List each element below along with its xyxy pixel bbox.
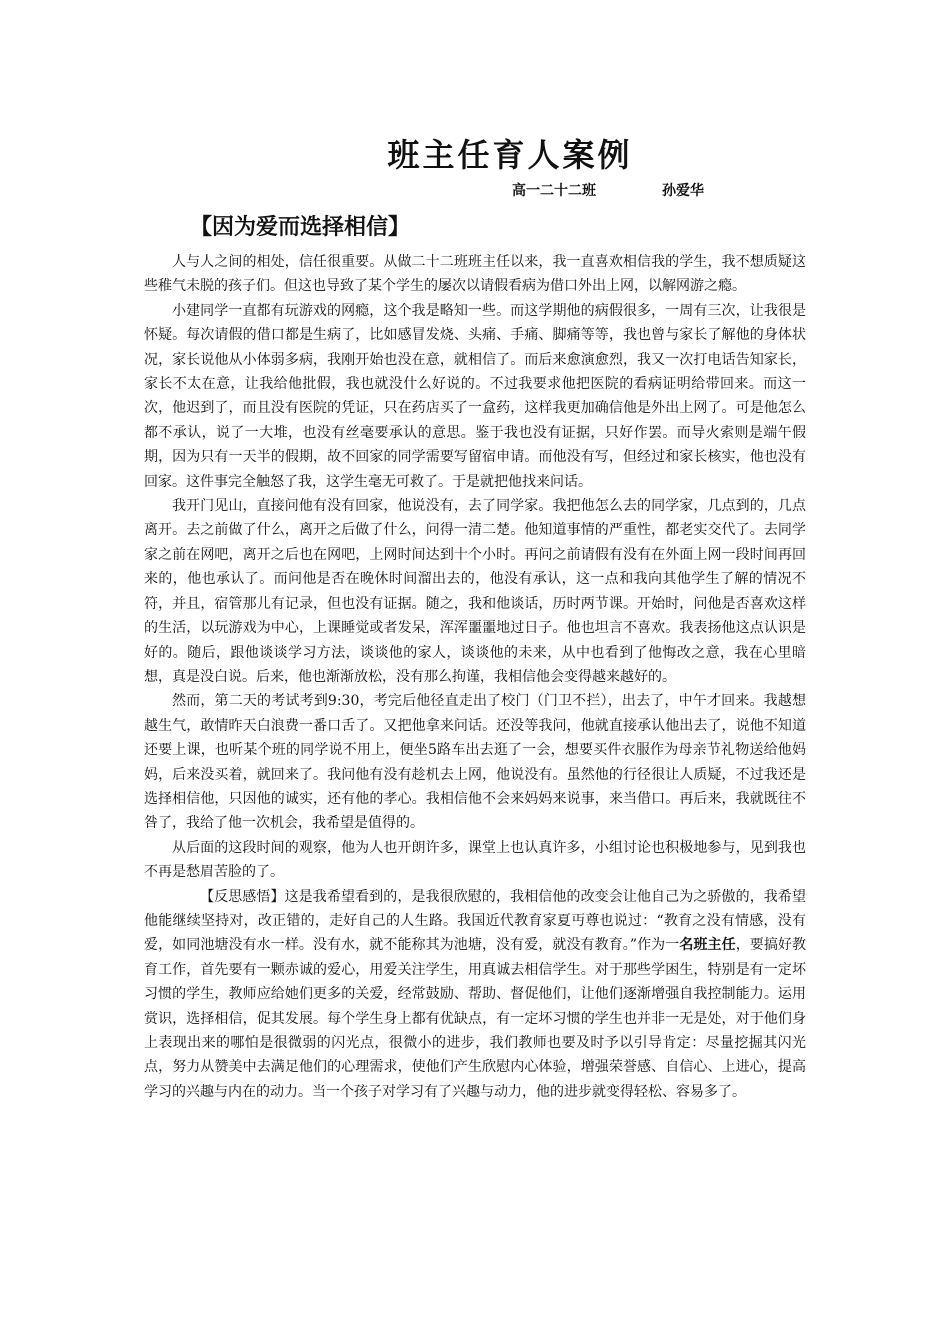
- paragraph: 然而，第二天的考试考到9:30，考完后他径直走出了校门（门卫不拦），出去了，中午才回来。我越想越生气，敢情昨天白浪费一番口舌了。又把他拿来问话。还没等我问，他就直接承认他出去了，说他不知道还要上课，也听某个班的同学说不用上，便坐5路车出去逛了一会，想要买件衣服作为母亲节礼物送给他妈妈，后来没买着，就回来了。我问他有没有趁机去上网，他说没有。虽然他的行径很让人质疑，不过我还是选择相信他，只因他的诚实，还有他的孝心。我相信他不会来妈妈来说事，来当借口。再后来，我就既往不咎了，我给了他一次机会，我希望是值得的。: [144, 693, 806, 832]
- paragraph: 小建同学一直都有玩游戏的网瘾，这个我是略知一些。而这学期他的病假很多，一周有三次，让我很是怀疑。每次请假的借口都是生病了，比如感冒发烧、头痛、手痛、脚痛等等，我也曾与家长了解他的身体状况，家长说他从小体弱多病，我刚开始也没在意，就相信了。而后来愈演愈烈，我又一次打电话告知家长，家长不太在意，让我给他批假，我也就没什么好说的。不过我要求他把医院的看病证明给带回来。而这一次，他迟到了，而且没有医院的凭证，只在药店买了一盒药，这样我更加确信他是外出上网了。可是他怎么都不承认，说了一大堆，也没有丝毫要承认的意思。鉴于我也没有证据，只好作罢。而导火索则是端午假期，因为只有一天半的假期，故不回家的同学需要写留宿申请。而他没有写，但经过和家长核实，他也没有回家。这件事完全触怒了我，这学生毫无可救了。于是就把他找来问话。: [144, 302, 806, 490]
- paragraph: 人与人之间的相处，信任很重要。从做二十二班班主任以来，我一直喜欢相信我的学生，我不想质疑这些稚气未脱的孩子们。但这也导致了某个学生的屡次以请假看病为借口外出上网，以解网游之瘾。: [144, 254, 806, 295]
- case-subtitle: 【因为爱而选择相信】: [190, 214, 411, 240]
- reflection-text: 【反思感悟】这是我希望看到的，是我很欣慰的，我相信他的改变会让他自己为之骄傲的，我希望他能继续坚持对，改正错的，走好自己的人生路。我国近代教育家夏丏尊也说过：“教育之没有情感，没有爱，如同池塘没有水一样。没有水，就不能称其为池塘，没有爱，就没有教育。”作为一: [144, 888, 806, 954]
- class-name: 高一二十二班: [512, 183, 596, 199]
- document-title: 班主任育人案例: [387, 136, 633, 174]
- byline: [512, 180, 704, 200]
- case-body: [144, 250, 806, 1104]
- reflection-paragraph: [144, 885, 806, 1105]
- reflection-text: ，要搞好教育工作，首先要有一颗赤诚的爱心，用爱关注学生，用真诚去相信学生。对于那些学困生，特别是有一定坏习惯的学生，教师应给她们更多的关爱，经常鼓励、帮助、督促他们，让他们逐渐增强自我控制能力。运用赏识，选择相信，促其发展。每个学生身上都有优缺点，有一定坏习惯的学生也并非一无是处，对于他们身上表现出来的哪怕是很微弱的闪光点，很微小的进步，我们教师也要及时予以引导肯定：尽量挖掘其闪光点，努力从赞美中去满足他们的心理需求，使他们产生欣慰内心体验，增强荣誉感、自信心、上进心，提高学习的兴趣与内在的动力。当一个孩子对学习有了兴趣与动力，他的进步就变得轻松、容易多了。: [144, 937, 807, 1100]
- reflection-emphasis: 名班主任: [679, 937, 736, 954]
- paragraph: 我开门见山，直接问他有没有回家，他说没有，去了同学家。我把他怎么去的同学家，几点到的，几点离开。去之前做了什么，离开之后做了什么，问得一清二楚。他知道事情的严重性，都老实交代了。去同学家之前在网吧，离开之后也在网吧，上网时间达到十个小时。再问之前请假有没有在外面上网一段时间再回来的，他也承认了。而问他是否在晚休时间溜出去的，他没有承认，这一点和我向其他学生了解的情况不符，并且，宿管那儿有记录，但也没有证据。随之，我和他谈话，历时两节课。开始时，问他是否喜欢这样的生活，以玩游戏为中心，上课睡觉或者发呆，浑浑噩噩地过日子。他也坦言不喜欢。我表扬他这点认识是好的。随后，跟他谈谈学习方法，谈谈他的家人，谈谈他的未来，从中也看到了他悔改之意，我在心里暗想，真是没白说。后来，他也渐渐放松，没有那么拘谨，我相信他会变得越来越好的。: [144, 498, 806, 685]
- author-name: 孙爱华: [662, 183, 704, 199]
- paragraph: 从后面的这段时间的观察，他为人也开朗许多，课堂上也认真许多，小组讨论也积极地参与，见到我也不再是愁眉苦脸的了。: [144, 839, 806, 881]
